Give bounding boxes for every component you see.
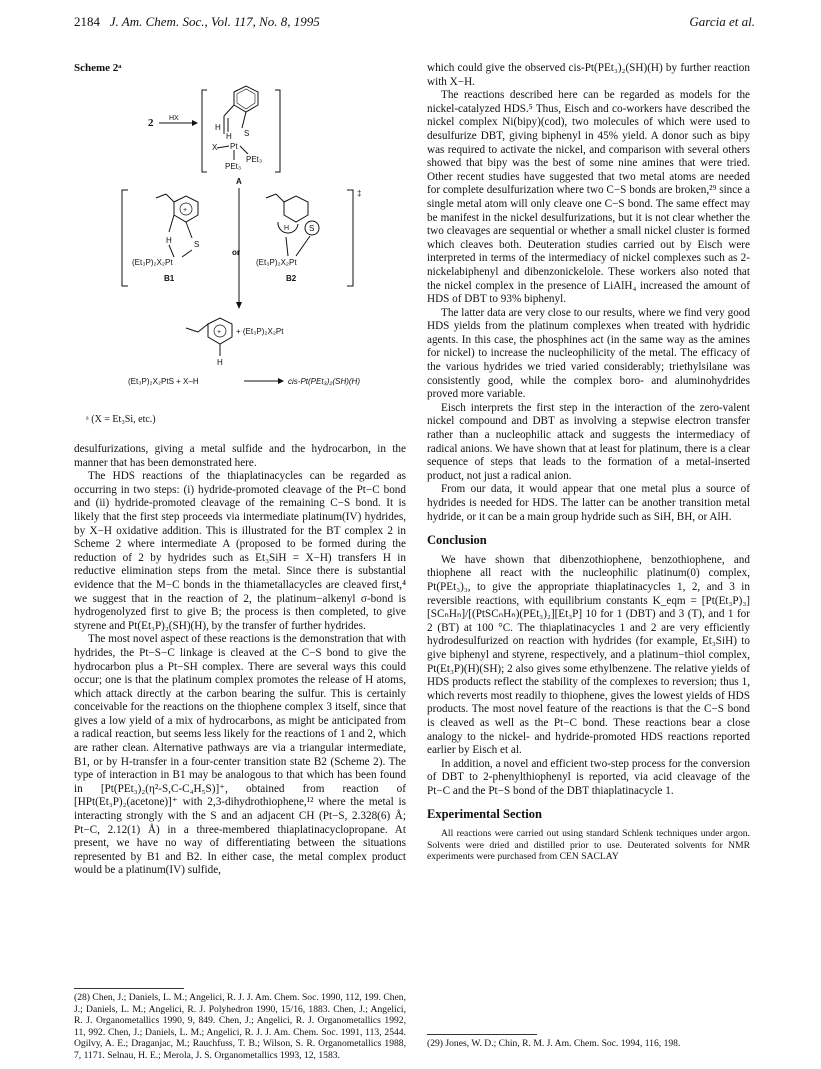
right-paragraph: From our data, it would appear that one metal plus a source of hydrides is needed for HDS. The latter can be another transition metal hydride, or it can be a main group hydride such as SiH, BH, or AlH. [427,483,750,523]
left-footnote-block [74,988,406,1062]
conclusion-paragraph: In addition, a novel and efficient two-step process for the conversion of DBT to 2-phenylthiophenyl is reported, via acid cleavage of the Pt−C and the Pt−S bond of the DBT thiaplatinacycle 1. [427,757,750,797]
scheme-a-pet3-2: PEt₃ [225,162,242,171]
scheme-final-left: (Et₃P)₂X₂PtS + X–H [128,377,199,386]
scheme-prod-pt: + (Et₃P)₂X₂Pt [236,327,284,336]
journal-citation: J. Am. Chem. Soc., Vol. 117, No. 8, 1995 [109,14,320,29]
scheme-label-a: A [236,177,242,186]
scheme-or: or [232,248,240,257]
left-column [74,443,406,878]
svg-text:+: + [183,207,188,214]
footnote-rule [74,988,184,989]
scheme-a-pet3-1: PEt₃ [246,155,263,164]
scheme-a-h2: H [226,132,232,141]
scheme-label-b1: B1 [164,274,175,283]
experimental-heading: Experimental Section [427,807,542,822]
scheme-b1-h: H [166,236,172,245]
left-paragraph: The HDS reactions of the thiaplatinacycles can be regarded as occurring in two steps: (i) hydride-promoted cleavage of the Pt−C bond and (ii) hydride-promoted cleavage of the remaining C−S bond. It is likely that the first step proceeds via intermediate platinum(IV) hydrides, by X−H oxidative addition. This is illustrated for the BT complex 2 in Scheme 2 where intermediate A (proposed to be formed during the reduction of 2 by hydrides such as Et₃SiH = X−H) transfers H in reductive elimination steps from the metal. Since there is substantial evidence that the M−C bonds in the thiametallacycles are cleaved first,⁴ we suggest that in the reaction of 2, the platinum−alkenyl σ-bond is hydrogenolyzed first to give B; the process is then completed, to give styrene and Pt(Et₃P)₂(SH)(H), by the transfer of further hydrides. [74,470,406,632]
experimental-paragraph: All reactions were carried out using standard Schlenk techniques under argon. Solvents were dried and distilled prior to use. Deuterated solvents for NMR experiments were purchased from CEN SACLAY [427,828,750,863]
scheme-compound-2: 2 [148,117,154,129]
scheme-footnote: ᵃ (X = Et₃Si, etc.) [86,414,156,425]
left-paragraph: desulfurizations, giving a metal sulfide and the hydrocarbon, in the manner that has been demonstrated here. [74,443,406,469]
right-paragraph: which could give the observed cis-Pt(PEt₃)₂(SH)(H) by further reaction with X−H. [427,62,750,88]
scheme-title: Scheme 2ᵃ [74,62,122,74]
page-number: 2184 [74,14,100,29]
right-footnote-block [427,1034,750,1050]
scheme-a-s: S [244,129,250,138]
scheme-a-x: X [212,143,218,152]
scheme-a-pt: Pt [230,142,238,151]
right-column [427,62,750,863]
running-header [74,14,755,32]
svg-text:+: + [217,329,222,336]
scheme-dagger: ‡ [357,189,362,198]
conclusion-paragraph: We have shown that dibenzothiophene, benzothiophene, and thiophene all react with the nucleophilic platinum(0) complex, Pt(PEt₃)₃, to give the appropriate thiaplatinacycles 1, 2, and 3 in reversible reactions, with equilibrium constants K_eqm = [Pt(Et₃P)₃][SCₙHₙ]/[(PtSCₙHₙ)(PEt₃)₂][Et₃P] 10 for 1 (DBT) and 3 (T), and 1 for 2 (BT) at 100 °C. The thiaplatinacycles 1 and 2 are very efficiently hydrodesulfurized on reaction with hydrides (for example, Et₃SiH) to give biphenyl and styrene, respectively, and a platinum−thiol complex, Pt(Et₃P)(H)(SH); 2 also gives some ethylbenzene. The relative yields of HDS products reflect the stability of the complexes to reversion; thus 1, which reverts most readily to thiophene, gives the lowest yields of HDS products. The most novel feature of the reactions is that the C−S bond is cleaved as well as the Pt−C bond. These reactions bear a close analogy to the nickel- and hydride-promoted HDS reactions reported earlier by Eisch et al. [427,553,750,757]
conclusion-heading: Conclusion [427,533,487,548]
scheme-b2-pt: (Et₃P)₂X₂Pt [256,258,297,267]
scheme-final-right: cis-Pt(PEt₃)₂(SH)(H) [288,377,360,386]
running-author: Garcia et al. [689,14,755,29]
right-paragraph: Eisch interprets the first step in the interaction of the zero-valent nickel compound and DBT as involving a stepwise electron transfer rather than a nucleophilic attack and suggests the intermediacy of radical anions. We have shown that at least for platinum, there is a clear sequence of steps that leads to the formation of a metal-inserted product, not just a radical anion. [427,401,750,482]
scheme-b1-s: S [194,240,200,249]
svg-text:H: H [284,225,290,232]
right-paragraph: The latter data are very close to our results, where we find very good HDS yields from the platinum complexes when treated with hydridic agents. In this case, the phosphines act (in the same way as the amines for nickel) to increase the nucleophilicity of the metal. The efficacy of the various hydrides we tried varied considerably; triethylsilane was consistently good, while the complex boro- and aluminohydrides proved more variable. [427,306,750,401]
scheme-prod-h: H [217,358,223,367]
left-paragraph: The most novel aspect of these reactions is the demonstration that with hydrides, the Pt−S−C linkage is cleaved at the C−S bond to give the hydrocarbon plus a Pt−SH complex. There are several ways this could occur; one is that the platinum complex promotes the release of H atoms, which attack directly at the carbon bearing the sulfur. This is certainly conceivable for the reactions on the thiophene complex 3 itself, since that gives a low yield of a mix of hydrocarbons, as might be anticipated from a radical reaction, but seems less likely for the reactions of 1 and 2, which are rather clean. Alternative pathways are via a triangular intermediate, B1, or by H-transfer in a four-center transition state B2 (Scheme 2). The type of interaction in B1 may be analogous to that which has been found in [Pt(PEt₃)₂(η²-S,C-C₄H₅S)]⁺, obtained from reaction of [HPt(Et₃P)₂(acetone)]⁺ with 2,3-dihydrothiophene,¹² where the metal is interacting strongly with the S and an adjacent CH (Pt−S, 2.328(6) Å; Pt−C, 2.12(1) Å) in a three-membered thiaplatinacyclopropane. At present, we have no way of differentiating between the situations represented by B1 and B2. In either case, the metal complex product would be a platinum(IV) sulfide, [74,633,406,877]
footnote-28: (28) Chen, J.; Daniels, L. M.; Angelici, R. J. J. Am. Chem. Soc. 1990, 112, 199. Chen, J.; Daniels, L. M.; Angelici, R. J. Polyhedron 1990, 15/16, 1883. Chen, J.; Angelici, R. J. Organometallics 1990, 9, 849. Chen, J.; Angelici, R. J. Organometallics 1992, 11, 992. Chen, J.; Daniels, L. M.; Angelici, R. J. J. Am. Chem. Soc. 1991, 113, 2544. Ogilvy, A. E.; Draganjac, M.; Rauchfuss, T. B.; Wilson, S. R. Organometallics 1988, 7, 1171. Selnau, H. E.; Merola, J. S. Organometallics 1993, 12, 1583. [74,992,406,1061]
footnote-rule [427,1034,537,1035]
scheme-hx-label: HX [169,115,179,122]
right-paragraph: The reactions described here can be regarded as models for the nickel-catalyzed HDS.⁵ Thus, Eisch and co-workers have described the nickel complex Ni(bipy)(cod), two molecules of which were used to desulfurize DBT, giving biphenyl in 45% yield. A donor such as bipy was required to activate the nickel, and comparison with several others showed that bipy was the best of some nine amines that were tried. Other recent studies have suggested that two metal atoms are needed for complete desulfurization where two C−S bonds are broken,²⁹ since a single metal atom will only cleave one C−S bond. The same effect may be manifest in the nickel desulfurizations, but it is not clear whether the two cleavages are sequential or whether a small nickel cluster is formed which cleaves both. Deuteration studies carried out by Eisch were interpreted in terms of the intermediacy of nickel complexes such as 2-nickelabiphenyl and dibenzonickelole. These workers also noted that the nickel complex in the presence of LiAlH₄ increased the amount of HDS of DBT to 93% biphenyl. [427,89,750,306]
scheme-label-b2: B2 [286,274,297,283]
scheme-figure [74,72,406,417]
scheme-b1-pt: (Et₃P)₂X₂Pt [132,258,173,267]
scheme-a-h: H [215,123,221,132]
scheme-b2-s: S [309,224,315,233]
footnote-29: (29) Jones, W. D.; Chin, R. M. J. Am. Chem. Soc. 1994, 116, 198. [427,1038,681,1049]
